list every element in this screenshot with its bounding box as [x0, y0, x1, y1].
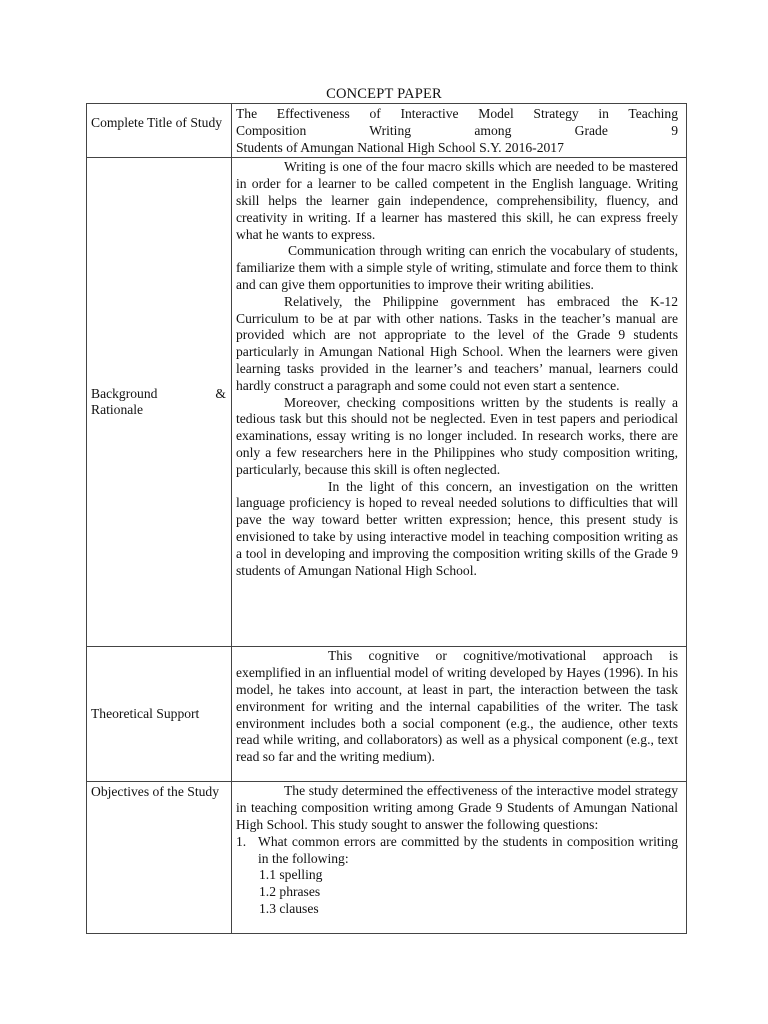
document-title: CONCEPT PAPER — [326, 86, 442, 102]
label-cell-background — [87, 158, 232, 647]
background-label-amp: & — [215, 385, 226, 401]
background-paragraph-2: Communication through writing can enrich the vocabulary of students, familiarize them with a simple style of writing, stimulate and force them to think and can give them opportunities to improve their writing abilities. — [236, 243, 678, 292]
objective-subitem-phrases: 1.2 phrases — [259, 884, 321, 900]
theory-paragraph: This cognitive or cognitive/motivational approach is exemplified in an influential model of writing developed by Hayes (1996). In his model, he takes into account, at least in part, the interaction between the task environment for writing and the internal capabilities of the writer. The task environment includes both a social component (e.g., the audience, other texts read while writing, and collaborators) as well as a physical component (e.g., text read so far and the writing medium). — [236, 648, 678, 765]
theory-label: Theoretical Support — [91, 706, 200, 722]
objectives-paragraph: The study determined the effectiveness of the interactive model strategy in teaching composition writing among Grade 9 Students of Amungan National High School. This study sought to answer the following questions: — [236, 783, 678, 832]
background-label-b: Rationale — [91, 402, 144, 418]
label-cell-objectives — [87, 782, 232, 934]
row-theory — [87, 647, 687, 782]
label-cell-title — [87, 104, 232, 158]
background-paragraph-4: Moreover, checking compositions written by the students is really a tedious task but this should not be neglected. Even in test papers and periodical examinations, essay writing is no longer included. In research works, there are only a few researchers here in the Philippines who study composition writing, particularly, because this skill is often neglected. — [236, 394, 678, 477]
body-cell-background — [232, 158, 687, 647]
background-paragraph-3: Relatively, the Philippine government has embraced the K-12 Curriculum to be at par with other nations. Tasks in the teacher’s manual are provided which are not appropriate to the level of the Grade 9 students particularly in Amungan National High School. When the learners were given learning tasks provided in the learner’s and teachers’ manual, learners could hardly construct a paragraph and some could not even start a sentence. — [236, 293, 678, 393]
background-paragraph-5: In the light of this concern, an investigation on the written language proficiency is hoped to reveal needed solutions to difficulties that will pave the way toward better written expression; hence, this present study is envisioned to take by using interactive model in teaching composition writing as a tool in developing and improving the composition writing skills of the Grade 9 students of Amungan National High School. — [236, 478, 678, 578]
title-line-2: Composition Writing among Grade 9 — [236, 122, 678, 138]
row-objectives — [87, 782, 687, 934]
row-background — [87, 158, 687, 647]
body-cell-objectives — [232, 782, 687, 934]
body-cell-theory — [232, 647, 687, 782]
objective-item-1 — [236, 834, 678, 868]
background-paragraph-1: Writing is one of the four macro skills which are needed to be mastered in order for a learner to be called competent in the English language. Writing skill helps the learner gain independence, comprehensibility, fluency, and creativity in writing. If a learner has mastered this skill, he can express freely what he wants to express. — [236, 159, 678, 242]
title-label: Complete Title of Study — [91, 115, 223, 130]
title-line-1: The Effectiveness of Interactive Model Strategy in Teaching — [236, 106, 678, 121]
objective-subitem-clauses: 1.3 clauses — [259, 900, 319, 916]
objective-subitem-spelling: 1.1 spelling — [259, 867, 323, 883]
title-line-3: Students of Amungan National High School S.Y. 2016-2017 — [236, 139, 564, 155]
objectives-label: Objectives of the Study — [91, 784, 219, 800]
body-cell-title — [232, 104, 687, 158]
objective-item-1-text: What common errors are committed by the students in composition writing in the following: — [258, 833, 678, 866]
label-cell-theory — [87, 647, 232, 782]
background-label-a: Background — [91, 385, 158, 401]
objective-item-1-number: 1. — [236, 833, 247, 849]
row-title — [87, 104, 687, 158]
concept-paper-table — [86, 103, 687, 934]
